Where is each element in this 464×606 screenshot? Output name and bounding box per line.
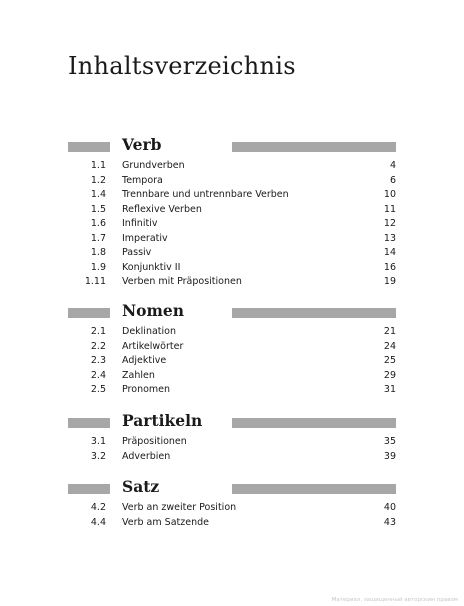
toc-entry[interactable] [0,340,464,355]
section-verb [0,135,464,290]
section-bar-right [232,418,396,428]
entry-label: Infinitiv [122,218,158,229]
entry-number: 4.4 [90,516,106,528]
toc-entry[interactable] [0,354,464,369]
entry-list [0,435,464,464]
entry-list [0,159,464,290]
entry-label: Verben mit Präpositionen [122,276,242,287]
entry-label: Trennbare und untrennbare Verben [122,189,289,200]
toc-entry[interactable] [0,188,464,203]
entry-page: 14 [383,247,396,258]
section-bar-right [232,142,396,152]
entry-page: 29 [383,369,396,381]
toc-entry[interactable] [0,203,464,218]
entry-number: 1.4 [90,189,106,200]
entry-label: Artikelwörter [122,340,184,352]
entry-number: 3.1 [90,436,106,447]
section-nomen [0,301,464,398]
toc-entry[interactable] [0,275,464,290]
section-title: Satz [122,477,160,496]
section-bar-right [232,308,396,318]
entry-page: 11 [383,203,396,215]
toc-entry[interactable] [0,516,464,531]
entry-number: 1.9 [90,261,106,273]
entry-page: 10 [383,189,396,200]
entry-label: Tempora [122,174,163,186]
toc-entry[interactable] [0,246,464,261]
toc-entry[interactable] [0,383,464,398]
section-bar-left [68,142,110,152]
entry-number: 2.3 [90,355,106,366]
entry-page: 39 [383,450,396,462]
entry-number: 1.1 [90,160,106,171]
toc-entry[interactable] [0,232,464,247]
entry-label: Verb an zweiter Position [122,502,237,513]
entry-page: 4 [389,160,396,171]
entry-page: 43 [383,516,396,528]
entry-list [0,501,464,530]
entry-label: Konjunktiv II [122,261,181,273]
entry-number: 1.7 [90,232,106,244]
entry-number: 1.2 [90,174,106,186]
toc-entry[interactable] [0,435,464,450]
entry-number: 1.11 [84,276,106,287]
section-title: Partikeln [122,411,203,430]
toc-entry[interactable] [0,450,464,465]
entry-label: Reflexive Verben [122,203,202,215]
entry-number: 1.6 [90,218,106,229]
entry-label: Präpositionen [122,436,187,447]
entry-number: 2.4 [90,369,106,381]
entry-number: 2.2 [90,340,106,352]
toc-entry[interactable] [0,369,464,384]
section-title: Verb [122,135,162,154]
page-title: Inhaltsverzeichnis [68,52,296,81]
entry-label: Adjektive [122,355,167,366]
entry-label: Verb am Satzende [122,516,209,528]
entry-number: 2.5 [90,384,106,395]
entry-page: 35 [383,436,396,447]
section-bar-left [68,308,110,318]
entry-page: 13 [383,232,396,244]
section-header [0,477,464,499]
section-bar-right [232,484,396,494]
section-header [0,301,464,323]
entry-page: 19 [383,276,396,287]
entry-page: 12 [383,218,396,229]
entry-label: Passiv [122,247,152,258]
entry-list [0,325,464,398]
entry-label: Deklination [122,326,176,337]
entry-number: 1.8 [90,247,106,258]
toc-entry[interactable] [0,217,464,232]
toc-entry[interactable] [0,501,464,516]
entry-page: 6 [389,174,396,186]
section-title: Nomen [122,301,185,320]
toc-entry[interactable] [0,325,464,340]
entry-number: 3.2 [90,450,106,462]
entry-number: 4.2 [90,502,106,513]
entry-number: 1.5 [90,203,106,215]
entry-label: Adverbien [122,450,171,462]
entry-page: 25 [383,355,396,366]
entry-label: Imperativ [122,232,168,244]
entry-number: 2.1 [90,326,106,337]
toc-entry[interactable] [0,261,464,276]
entry-page: 40 [383,502,396,513]
copyright-watermark: Материал, защищенный авторским правом [331,597,458,603]
section-header [0,411,464,433]
entry-page: 24 [383,340,396,352]
entry-label: Grundverben [122,160,185,171]
entry-label: Pronomen [122,384,171,395]
entry-page: 31 [383,384,396,395]
toc-entry[interactable] [0,159,464,174]
entry-page: 16 [383,261,396,273]
section-bar-left [68,484,110,494]
section-header [0,135,464,157]
entry-label: Zahlen [122,369,155,381]
section-bar-left [68,418,110,428]
section-satz [0,477,464,530]
entry-page: 21 [383,326,396,337]
toc-entry[interactable] [0,174,464,189]
section-partikeln [0,411,464,464]
